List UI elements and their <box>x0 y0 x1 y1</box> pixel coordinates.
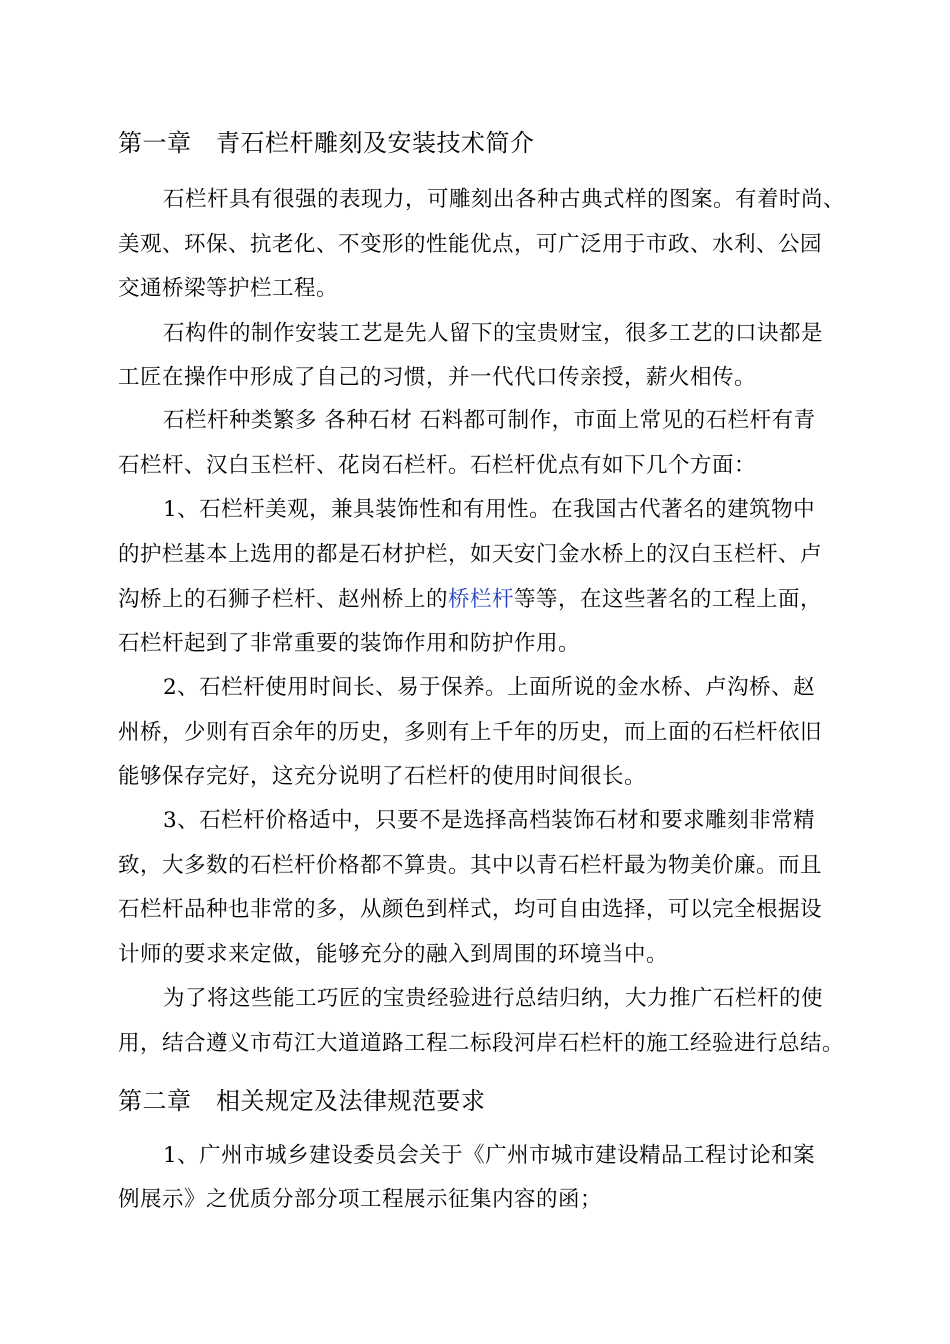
chapter-2-title: 第二章 相关规定及法律规范要求 <box>118 1087 486 1115</box>
paragraph-line: 石栏杆种类繁多 各种石材 石料都可制作，市面上常见的石栏杆有青 <box>163 408 816 433</box>
chapter-1-title: 第一章 青石栏杆雕刻及安装技术简介 <box>118 129 535 157</box>
paragraph-line: 交通桥梁等护栏工程。 <box>118 276 339 301</box>
bridge-railing-link[interactable]: 桥栏杆 <box>448 587 515 612</box>
paragraph-line: 石构件的制作安装工艺是先人留下的宝贵财宝，很多工艺的口诀都是 <box>163 321 824 346</box>
paragraph-line: 美观、环保、抗老化、不变形的性能优点，可广泛用于市政、水利、公园 <box>118 232 823 257</box>
paragraph-line: 3、石栏杆价格适中，只要不是选择高档装饰石材和要求雕刻非常精 <box>163 808 816 833</box>
paragraph-line: 能够保存完好，这充分说明了石栏杆的使用时间很长。 <box>118 764 647 789</box>
paragraph-line: 致，大多数的石栏杆价格都不算贵。其中以青石栏杆最为物美价廉。而且 <box>118 853 823 878</box>
paragraph-line: 2、石栏杆使用时间长、易于保养。上面所说的金水桥、卢沟桥、赵 <box>163 675 816 700</box>
paragraph-line: 用，结合遵义市苟江大道道路工程二标段河岸石栏杆的施工经验进行总结。 <box>118 1031 845 1056</box>
paragraph-line <box>118 586 822 614</box>
paragraph-line: 的护栏基本上选用的都是石材护栏，如天安门金水桥上的汉白玉栏杆、卢 <box>118 542 823 567</box>
paragraph-line: 为了将这些能工巧匠的宝贵经验进行总结归纳，大力推广石栏杆的使 <box>163 986 824 1011</box>
text-run: 等等，在这些著名的工程上面， <box>514 587 823 612</box>
text-run: 沟桥上的石狮子栏杆、赵州桥上的 <box>118 587 449 612</box>
paragraph-line: 石栏杆品种也非常的多，从颜色到样式，均可自由选择，可以完全根据设 <box>118 897 823 922</box>
paragraph-line: 例展示》之优质分部分项工程展示征集内容的函； <box>118 1187 603 1212</box>
paragraph-line: 州桥，少则有百余年的历史，多则有上千年的历史，而上面的石栏杆依旧 <box>118 720 823 745</box>
paragraph-line: 1、广州市城乡建设委员会关于《广州市城市建设精品工程讨论和案 <box>163 1143 816 1168</box>
paragraph-line: 工匠在操作中形成了自己的习惯，并一代代口传亲授，薪火相传。 <box>118 365 757 390</box>
paragraph-line: 石栏杆、汉白玉栏杆、花岗石栏杆。石栏杆优点有如下几个方面： <box>118 453 757 478</box>
paragraph-line: 石栏杆具有很强的表现力，可雕刻出各种古典式样的图案。有着时尚、 <box>163 187 846 212</box>
paragraph-line: 1、石栏杆美观，兼具装饰性和有用性。在我国古代著名的建筑物中 <box>163 497 816 522</box>
paragraph-line: 石栏杆起到了非常重要的装饰作用和防护作用。 <box>118 631 581 656</box>
paragraph-line: 计师的要求来定做，能够充分的融入到周围的环境当中。 <box>118 942 669 967</box>
